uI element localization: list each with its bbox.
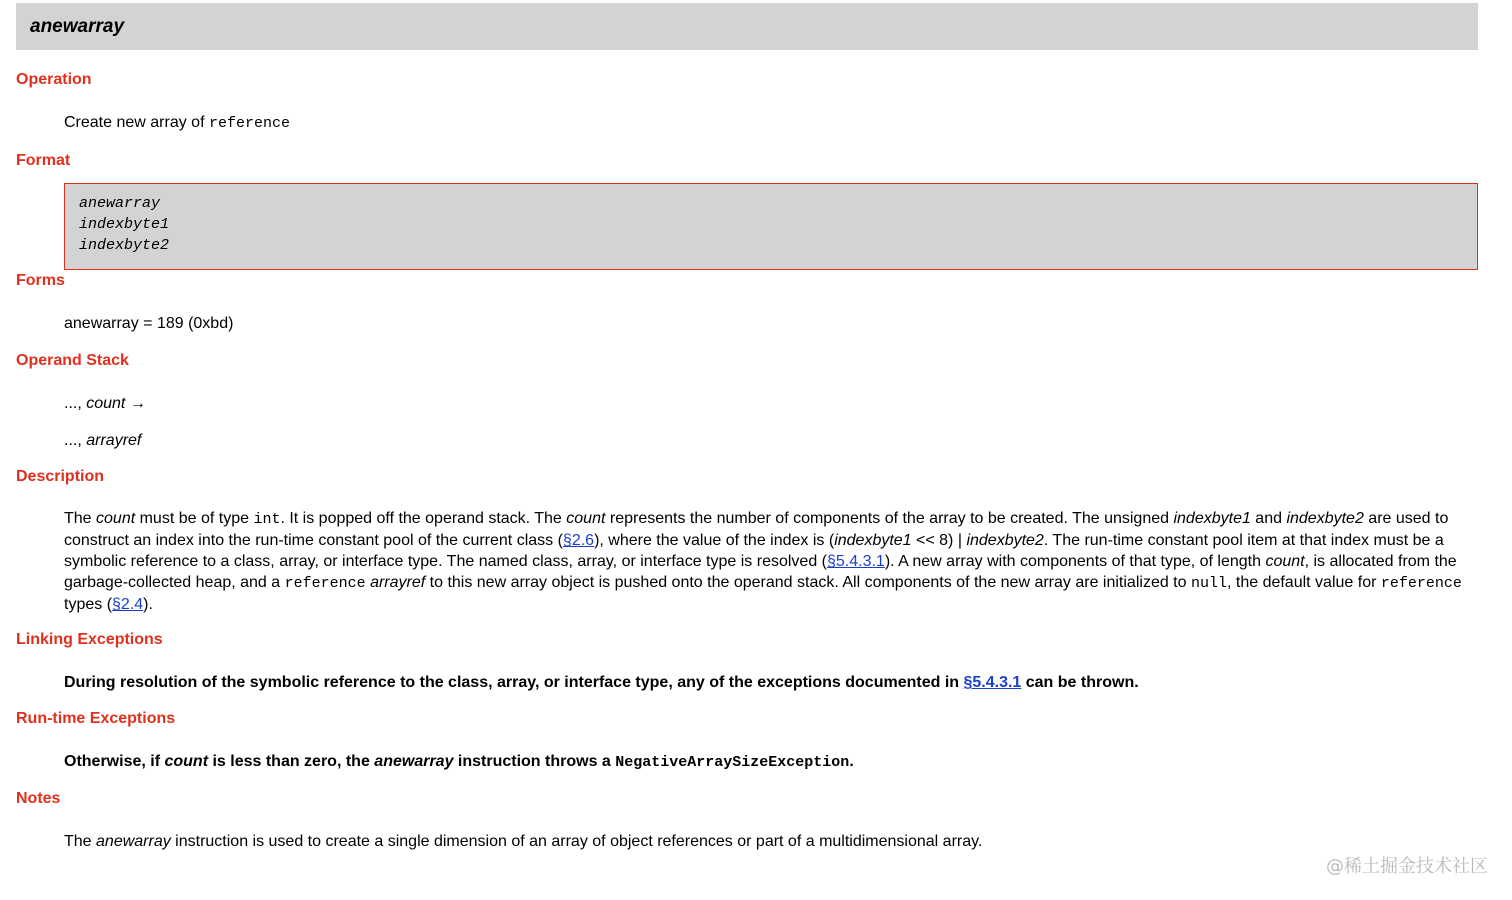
section-operation xyxy=(16,70,1478,134)
forms-text: anewarray = 189 (0xbd) xyxy=(64,315,234,332)
format-line: indexbyte2 xyxy=(79,237,170,254)
operand-stack-after: ..., arrayref xyxy=(64,432,142,449)
format-line: anewarray xyxy=(79,195,161,212)
format-line: indexbyte1 xyxy=(79,216,170,233)
section-heading-format: Format xyxy=(16,152,71,169)
link-section-5-4-3-1[interactable]: §5.4.3.1 xyxy=(826,553,885,570)
section-linking-exceptions xyxy=(16,630,1478,693)
link-section-2-4[interactable]: §2.4 xyxy=(112,596,144,613)
document-page xyxy=(16,3,1478,852)
operation-text: Create new array of reference xyxy=(64,114,290,132)
notes-text: The anewarray instruction is used to create a single dimension of an array of object references or part of a multidimensional array. xyxy=(64,833,983,850)
section-heading-runtime-exceptions: Run-time Exceptions xyxy=(16,710,176,727)
section-runtime-exceptions xyxy=(16,709,1478,773)
section-heading-operation: Operation xyxy=(16,71,92,88)
section-heading-description: Description xyxy=(16,468,105,485)
section-notes xyxy=(16,789,1478,852)
description-text: The count must be of type int. It is popped off the operand stack. The count represents the number of components of the array to be created. The unsigned indexbyte1 and indexbyte2 are used to construct an index into the run-time constant pool of the current class (§2.6), where the value of the index is (indexbyte1 << 8) | indexbyte2. The run-time constant pool item at that index must be a symbolic reference to a class, array, or interface type. The named class, array, or interface type is resolved (§5.4.3.1). A new array with components of that type, of length count, is allocated from the garbage-collected heap, and a reference arrayref to this new array object is pushed onto the operand stack. All components of the new array are initialized to null, the default value for reference types (§2.4). xyxy=(64,510,1462,613)
section-heading-linking-exceptions: Linking Exceptions xyxy=(16,631,163,648)
section-forms xyxy=(16,271,1478,334)
section-heading-forms: Forms xyxy=(16,272,65,289)
link-section-2-6[interactable]: §2.6 xyxy=(562,532,595,549)
section-heading-operand-stack: Operand Stack xyxy=(16,352,129,369)
operand-stack-before: ..., count → xyxy=(64,395,146,412)
page-title-bar xyxy=(16,3,1478,50)
section-operand-stack xyxy=(16,351,1478,451)
section-format xyxy=(16,151,1478,270)
linking-exceptions-text: During resolution of the symbolic reference to the class, array, or interface type, any of the exceptions documented in §5.4.3.1 can be thrown. xyxy=(64,674,1139,691)
section-description xyxy=(16,467,1478,615)
watermark: @稀土掘金技术社区 xyxy=(1326,856,1488,877)
runtime-exceptions-text: Otherwise, if count is less than zero, the anewarray instruction throws a NegativeArraySizeException. xyxy=(64,753,854,771)
format-box xyxy=(64,183,1478,270)
section-heading-notes: Notes xyxy=(16,790,61,807)
page-title: anewarray xyxy=(30,15,125,37)
link-section-5-4-3-1-linking[interactable]: §5.4.3.1 xyxy=(963,674,1022,691)
